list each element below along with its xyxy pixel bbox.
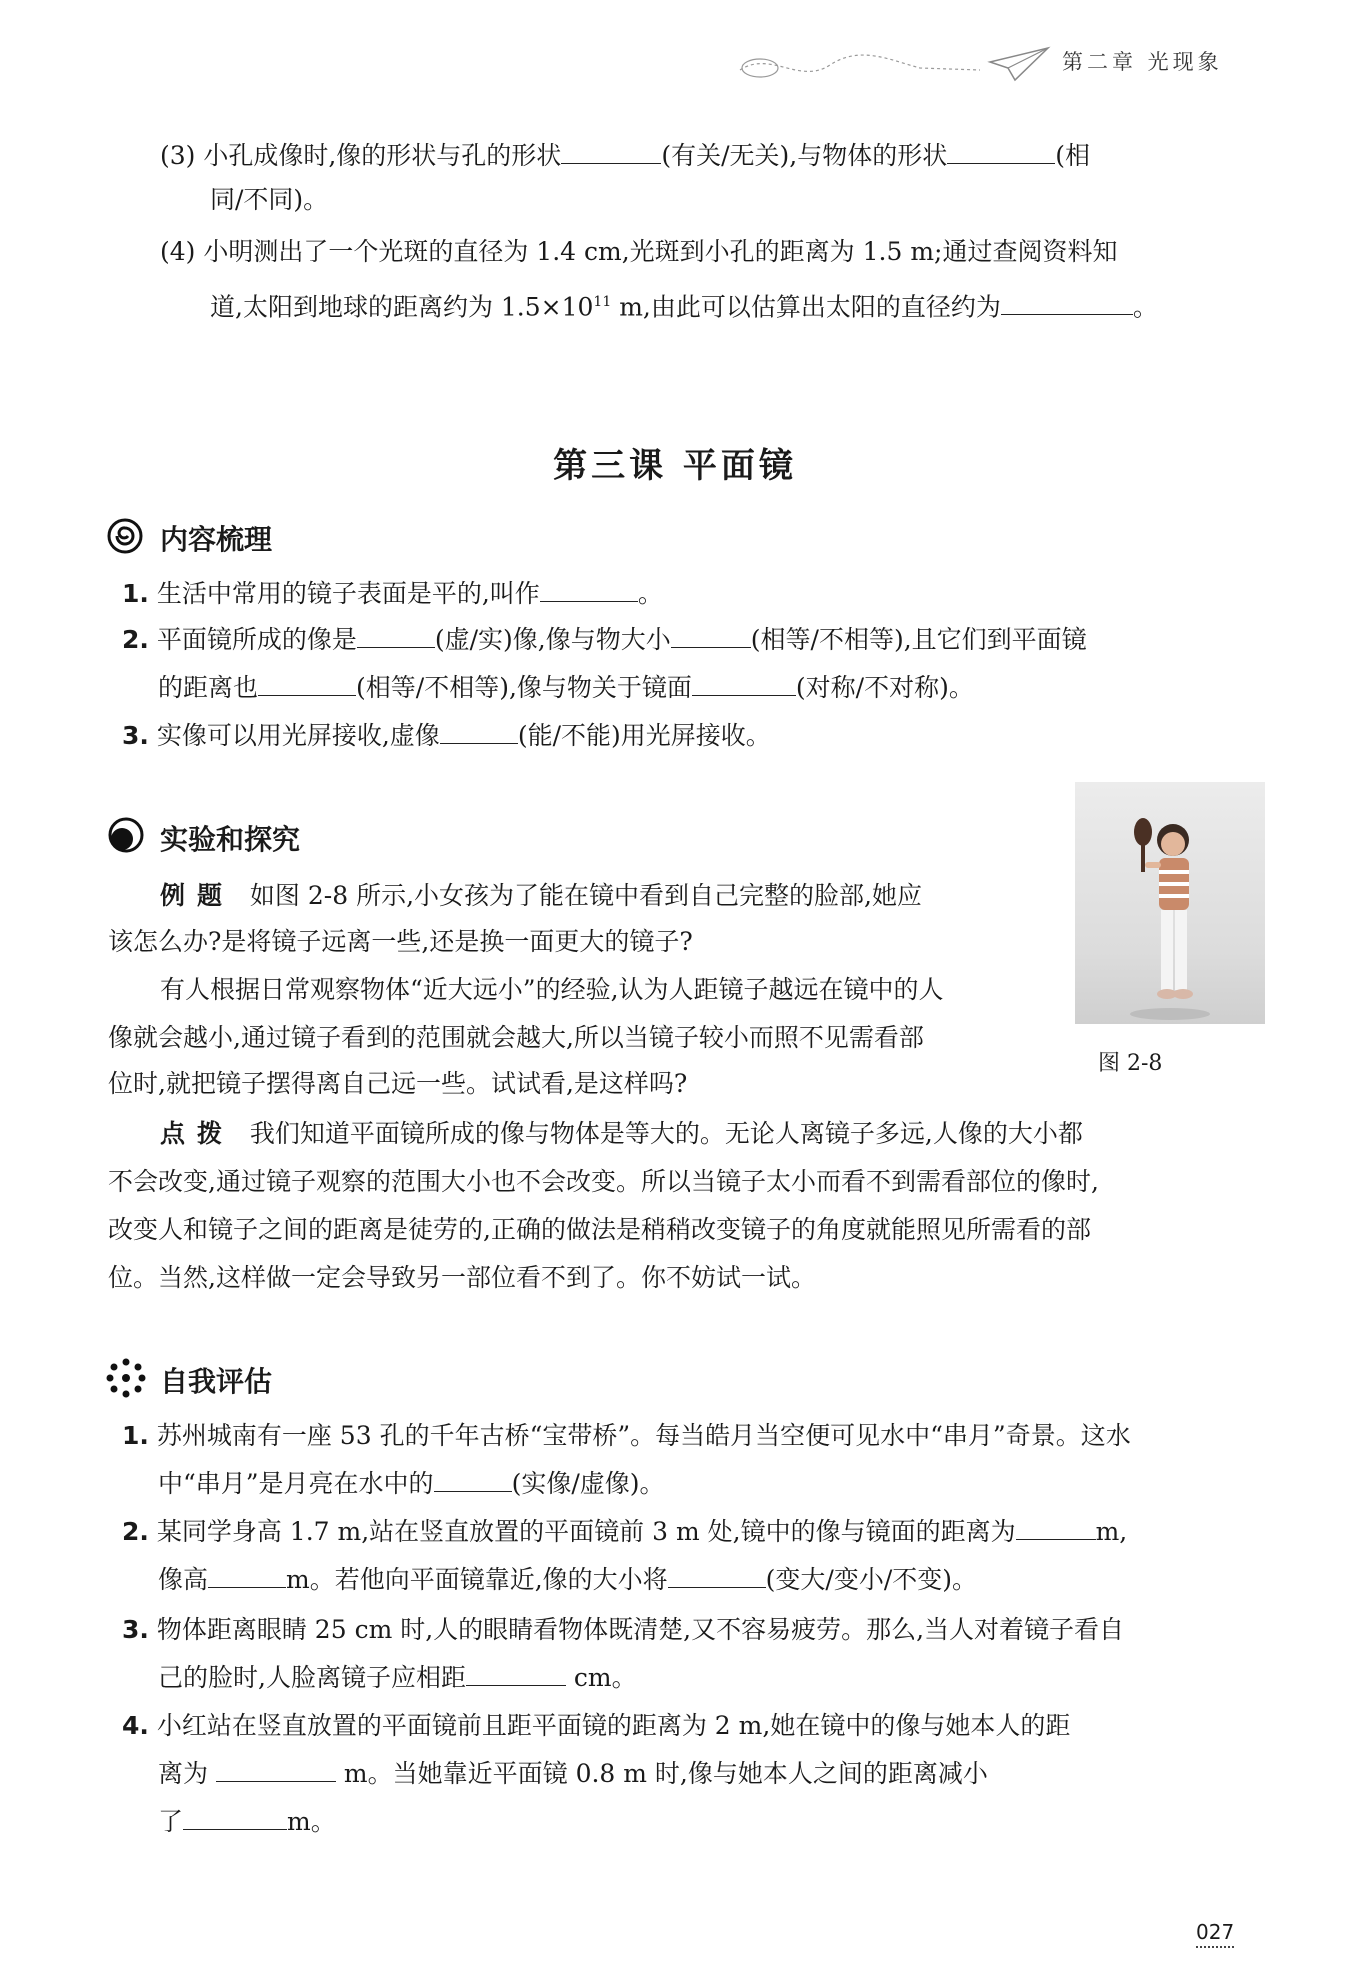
section-title-content: 内容梳理 [160,523,273,556]
tip-line-2: 不会改变,通过镜子观察的范围大小也不会改变。所以当镜子太小而看不到需看部位的像时, [108,1167,1099,1196]
answer-blank[interactable] [1016,1515,1096,1540]
spiral-icon [107,518,143,554]
assess-item-1: 1. 苏州城南有一座 53 孔的千年古桥“宝带桥”。每当皓月当空便可见水中“串月”奇景。这水 [122,1421,1131,1450]
tip-line-3: 改变人和镜子之间的距离是徒劳的,正确的做法是稍稍改变镜子的角度就能照见所需看的部 [108,1215,1091,1244]
figure-caption: 图 2-8 [1098,1051,1163,1076]
dots-icon [104,1356,148,1400]
answer-blank[interactable] [947,139,1055,164]
answer-blank[interactable] [1001,290,1133,315]
answer-blank[interactable] [540,577,638,602]
answer-blank[interactable] [434,1467,512,1492]
content-item-1: 1. 生活中常用的镜子表面是平的,叫作 。 [122,579,663,608]
lesson-title: 第三课 平面镜 [553,446,797,486]
example-label: 例题 [160,881,235,910]
answer-blank[interactable] [692,671,796,696]
question-4-cont: 道,太阳到地球的距离约为 $1.5\times 10^{11}$ m,由此可以估算出太阳的直径约为 。 [210,292,1158,322]
tip-label: 点拨 [160,1119,235,1148]
answer-blank[interactable] [357,623,435,648]
content-item-2-cont: 的距离也 (相等/不相等),像与物关于镜面 (对称/不对称)。 [158,673,974,702]
assess-item-4-cont: 离为 m。当她靠近平面镜 0.8 m 时,像与她本人之间的距离减小 [158,1759,988,1788]
question-4: (4) 小明测出了一个光斑的直径为 1.4 cm,光斑到小孔的距离为 1.5 m;通过查阅资料知 [160,237,1118,266]
tip-line-1: 点拨 我们知道平面镜所成的像与物体是等大的。无论人离镜子多远,人像的大小都 [160,1119,1083,1148]
answer-blank[interactable] [183,1805,287,1830]
paragraph-line-1: 有人根据日常观察物体“近大远小”的经验,认为人距镜子越远在镜中的人 [160,975,944,1004]
assess-item-2: 2. 某同学身高 1.7 m,站在竖直放置的平面镜前 3 m 处,镜中的像与镜面的距离为 m, [122,1517,1128,1546]
example-line-2: 该怎么办?是将镜子远离一些,还是换一面更大的镜子? [108,927,693,956]
tip-line-4: 位。当然,这样做一定会导致另一部位看不到了。你不妨试一试。 [108,1263,816,1292]
answer-blank[interactable] [466,1661,566,1686]
answer-blank[interactable] [668,1563,766,1588]
assess-item-3-cont: 己的脸时,人脸离镜子应相距 cm。 [158,1663,637,1692]
section-title-experiment: 实验和探究 [160,823,301,856]
chapter-title: 第二章 光现象 [1062,50,1223,74]
assess-item-1-cont: 中“串月”是月亮在水中的 (实像/虚像)。 [158,1469,665,1498]
page-number: 027 [1196,1920,1234,1948]
answer-blank[interactable] [216,1757,336,1782]
paper-plane-decoration [730,40,1060,90]
example-line-1: 例题 如图 2-8 所示,小女孩为了能在镜中看到自己完整的脸部,她应 [160,881,922,910]
answer-blank[interactable] [561,139,661,164]
question-3: (3) 小孔成像时,像的形状与孔的形状 (有关/无关),与物体的形状 (相 [160,141,1090,170]
answer-blank[interactable] [440,719,518,744]
question-3-cont: 同/不同)。 [210,185,329,214]
paragraph-line-3: 位时,就把镜子摆得离自己远一些。试试看,是这样吗? [108,1069,688,1098]
answer-blank[interactable] [258,671,356,696]
content-item-3: 3. 实像可以用光屏接收,虚像 (能/不能)用光屏接收。 [122,721,771,750]
assess-item-4: 4. 小红站在竖直放置的平面镜前且距平面镜的距离为 2 m,她在镜中的像与她本人的距 [122,1711,1071,1740]
answer-blank[interactable] [671,623,751,648]
paragraph-line-2: 像就会越小,通过镜子看到的范围就会越大,所以当镜子较小而照不见需看部 [108,1023,924,1052]
assess-item-3: 3. 物体距离眼睛 25 cm 时,人的眼睛看物体既清楚,又不容易疲劳。那么,当人对着镜子看自 [122,1615,1125,1644]
experiment-icon [107,816,145,854]
section-title-assess: 自我评估 [160,1365,273,1398]
answer-blank[interactable] [208,1563,286,1588]
assess-item-2-cont: 像高 m。若他向平面镜靠近,像的大小将 (变大/变小/不变)。 [158,1565,978,1594]
figure-photo-girl-mirror [1075,782,1265,1024]
assess-item-4-cont2: 了 m。 [158,1807,336,1836]
content-item-2: 2. 平面镜所成的像是 (虚/实)像,像与物大小 (相等/不相等),且它们到平面镜 [122,625,1087,654]
